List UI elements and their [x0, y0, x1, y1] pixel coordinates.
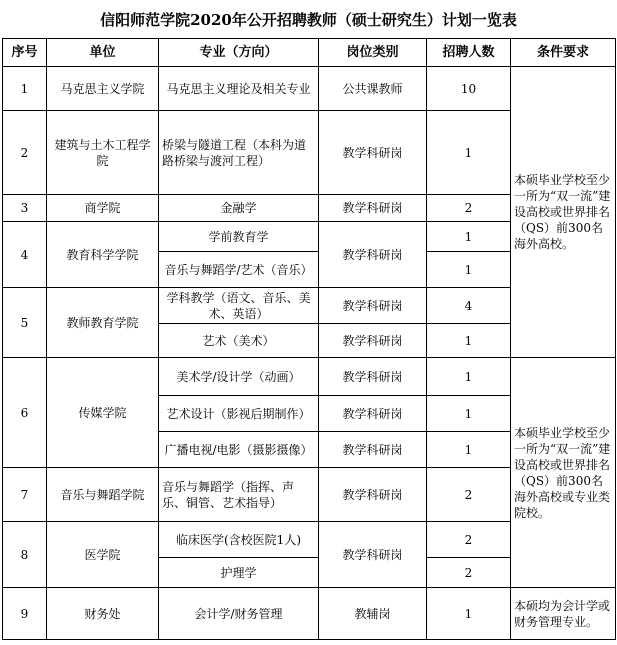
unit-cell: 音乐与舞蹈学院 [47, 468, 159, 522]
major-cell: 广播电视/电影（摄影摄像） [159, 432, 319, 468]
count-cell: 1 [427, 111, 511, 195]
table-row [3, 358, 616, 396]
category-cell: 公共课教师 [319, 67, 427, 111]
major-cell: 桥梁与隧道工程（本科为道路桥梁与渡河工程） [159, 111, 319, 195]
unit-cell: 马克思主义学院 [47, 67, 159, 111]
count-cell: 1 [427, 588, 511, 640]
count-cell: 2 [427, 468, 511, 522]
row-number: 7 [3, 468, 47, 522]
major-cell: 学科教学（语文、音乐、美术、英语） [159, 288, 319, 324]
category-cell: 教学科研岗 [319, 324, 427, 358]
row-number: 2 [3, 111, 47, 195]
row-number: 5 [3, 288, 47, 358]
requirement-cell: 本硕均为会计学或财务管理专业。 [511, 588, 616, 640]
major-cell: 艺术设计（影视后期制作） [159, 396, 319, 432]
header-cell: 专业（方向） [159, 39, 319, 67]
header-cell: 序号 [3, 39, 47, 67]
unit-cell: 传媒学院 [47, 358, 159, 468]
major-cell: 护理学 [159, 558, 319, 588]
unit-cell: 建筑与土木工程学院 [47, 111, 159, 195]
requirement-cell: 本硕毕业学校至少一所为“双一流”建设高校或世界排名（QS）前300名海外高校或专业类院校。 [511, 358, 616, 588]
count-cell: 2 [427, 195, 511, 222]
major-cell: 音乐与舞蹈学/艺术（音乐） [159, 252, 319, 288]
count-cell: 1 [427, 324, 511, 358]
unit-cell: 财务处 [47, 588, 159, 640]
count-cell: 10 [427, 67, 511, 111]
unit-cell: 教师教育学院 [47, 288, 159, 358]
unit-cell: 医学院 [47, 522, 159, 588]
count-cell: 1 [427, 358, 511, 396]
count-cell: 4 [427, 288, 511, 324]
unit-cell: 商学院 [47, 195, 159, 222]
requirement-cell: 本硕毕业学校至少一所为“双一流”建设高校或世界排名（QS）前300名海外高校。 [511, 67, 616, 358]
category-cell: 教学科研岗 [319, 288, 427, 324]
category-cell: 教学科研岗 [319, 468, 427, 522]
table-row [3, 67, 616, 111]
category-cell: 教学科研岗 [319, 432, 427, 468]
category-cell: 教学科研岗 [319, 396, 427, 432]
category-cell: 教学科研岗 [319, 111, 427, 195]
header-row [3, 39, 616, 67]
major-cell: 学前教育学 [159, 222, 319, 252]
row-number: 9 [3, 588, 47, 640]
count-cell: 2 [427, 558, 511, 588]
major-cell: 会计学/财务管理 [159, 588, 319, 640]
count-cell: 1 [427, 222, 511, 252]
row-number: 1 [3, 67, 47, 111]
row-number: 6 [3, 358, 47, 468]
count-cell: 1 [427, 396, 511, 432]
recruitment-table [2, 38, 616, 640]
header-cell: 招聘人数 [427, 39, 511, 67]
table-row [3, 588, 616, 640]
category-cell: 教辅岗 [319, 588, 427, 640]
category-cell: 教学科研岗 [319, 222, 427, 288]
major-cell: 音乐与舞蹈学（指挥、声乐、铜管、艺术指导） [159, 468, 319, 522]
count-cell: 1 [427, 432, 511, 468]
page-title: 信阳师范学院2020年公开招聘教师（硕士研究生）计划一览表 [100, 10, 517, 29]
major-cell: 艺术（美术） [159, 324, 319, 358]
major-cell: 金融学 [159, 195, 319, 222]
major-cell: 美术学/设计学（动画） [159, 358, 319, 396]
header-cell: 条件要求 [511, 39, 616, 67]
row-number: 4 [3, 222, 47, 288]
major-cell: 马克思主义理论及相关专业 [159, 67, 319, 111]
count-cell: 1 [427, 252, 511, 288]
major-cell: 临床医学(含校医院1人) [159, 522, 319, 558]
count-cell: 2 [427, 522, 511, 558]
row-number: 3 [3, 195, 47, 222]
header-cell: 岗位类别 [319, 39, 427, 67]
category-cell: 教学科研岗 [319, 522, 427, 588]
header-cell: 单位 [47, 39, 159, 67]
category-cell: 教学科研岗 [319, 195, 427, 222]
unit-cell: 教育科学学院 [47, 222, 159, 288]
row-number: 8 [3, 522, 47, 588]
category-cell: 教学科研岗 [319, 358, 427, 396]
